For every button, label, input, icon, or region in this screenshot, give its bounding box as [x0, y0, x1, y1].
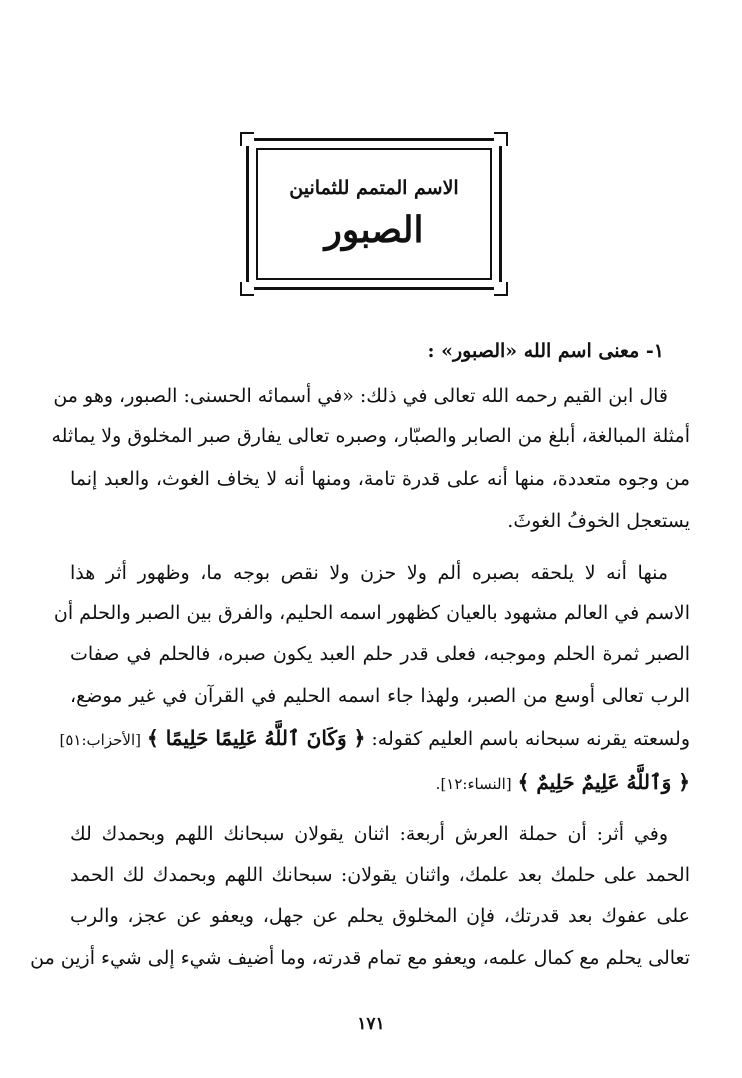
text-line: على عفوك بعد قدرتك، فإن المخلوق يحلم عن جهل، ويعفو عن عجز، والرب: [70, 905, 690, 927]
frame-corner-ornament: [494, 282, 508, 296]
text-line: قال ابن القيم رحمه الله تعالى في ذلك: «في أسمائه الحسنى: الصبور، وهو من: [53, 385, 668, 407]
section-heading: ١- معنى اسم الله «الصبور» :: [427, 340, 664, 362]
page-number: ١٧١: [357, 1014, 385, 1034]
frame-corner-ornament: [240, 132, 254, 146]
quran-verse: ﴿ وَكَانَ ٱللَّهُ عَلِيمًا حَلِيمًا ﴾: [147, 726, 366, 750]
frame-corner-ornament: [240, 282, 254, 296]
verse-citation: [النساء:١٢].: [435, 775, 512, 793]
title-frame: [256, 148, 492, 280]
text-line: يستعجل الخوفُ الغوثَ.: [507, 510, 690, 532]
text-line: منها أنه لا يلحقه بصبره ألم ولا حزن ولا نقص بوجه ما، وظهور أثر هذا: [70, 562, 668, 584]
text-line: تعالى يحلم مع كمال علمه، ويعفو مع تمام قدرته، وما أضيف شيء إلى شيء أزين من: [30, 947, 690, 969]
text-line: الصبر ثمرة الحلم وموجبه، فعلى قدر حلم العبد يكون صبره، فالحلم في صفات: [70, 643, 690, 665]
chapter-title: الصبور: [324, 209, 424, 251]
verse-line: [70, 766, 690, 798]
chapter-subtitle: الاسم المتمم للثمانين: [289, 177, 459, 199]
text-line: الاسم في العالم مشهود بالعيان كظهور اسمه الحليم، والفرق بين الصبر والحلم أن: [53, 602, 690, 624]
verse-line: [59, 722, 690, 754]
text-line: الرب تعالى أوسع من الصبر، ولهذا جاء اسمه الحليم في القرآن في غير موضع،: [70, 685, 690, 707]
text-line: الحمد على حلمك بعد علمك، واثنان يقولان: سبحانك اللهم وبحمدك لك الحمد: [70, 864, 690, 886]
frame-corner-ornament: [494, 132, 508, 146]
quran-verse: ﴿ وَٱللَّهُ عَلِيمٌ حَلِيمٌ ﴾: [517, 770, 690, 794]
verse-lead-text: ولسعته يقرنه سبحانه باسم العليم كقوله:: [371, 728, 690, 750]
text-line: أمثلة المبالغة، أبلغ من الصابر والصبّار، وصبره تعالى يفارق صبر المخلوق ولا يماثله: [51, 425, 690, 447]
text-line: من وجوه متعددة، منها أنه على قدرة تامة، ومنها أنه لا يخاف الغوث، والعبد إنما: [70, 468, 690, 490]
text-line: وفي أثر: أن حملة العرش أربعة: اثنان يقولان سبحانك اللهم وبحمدك لك: [70, 823, 668, 845]
verse-citation: [الأحزاب:٥١]: [59, 731, 141, 749]
